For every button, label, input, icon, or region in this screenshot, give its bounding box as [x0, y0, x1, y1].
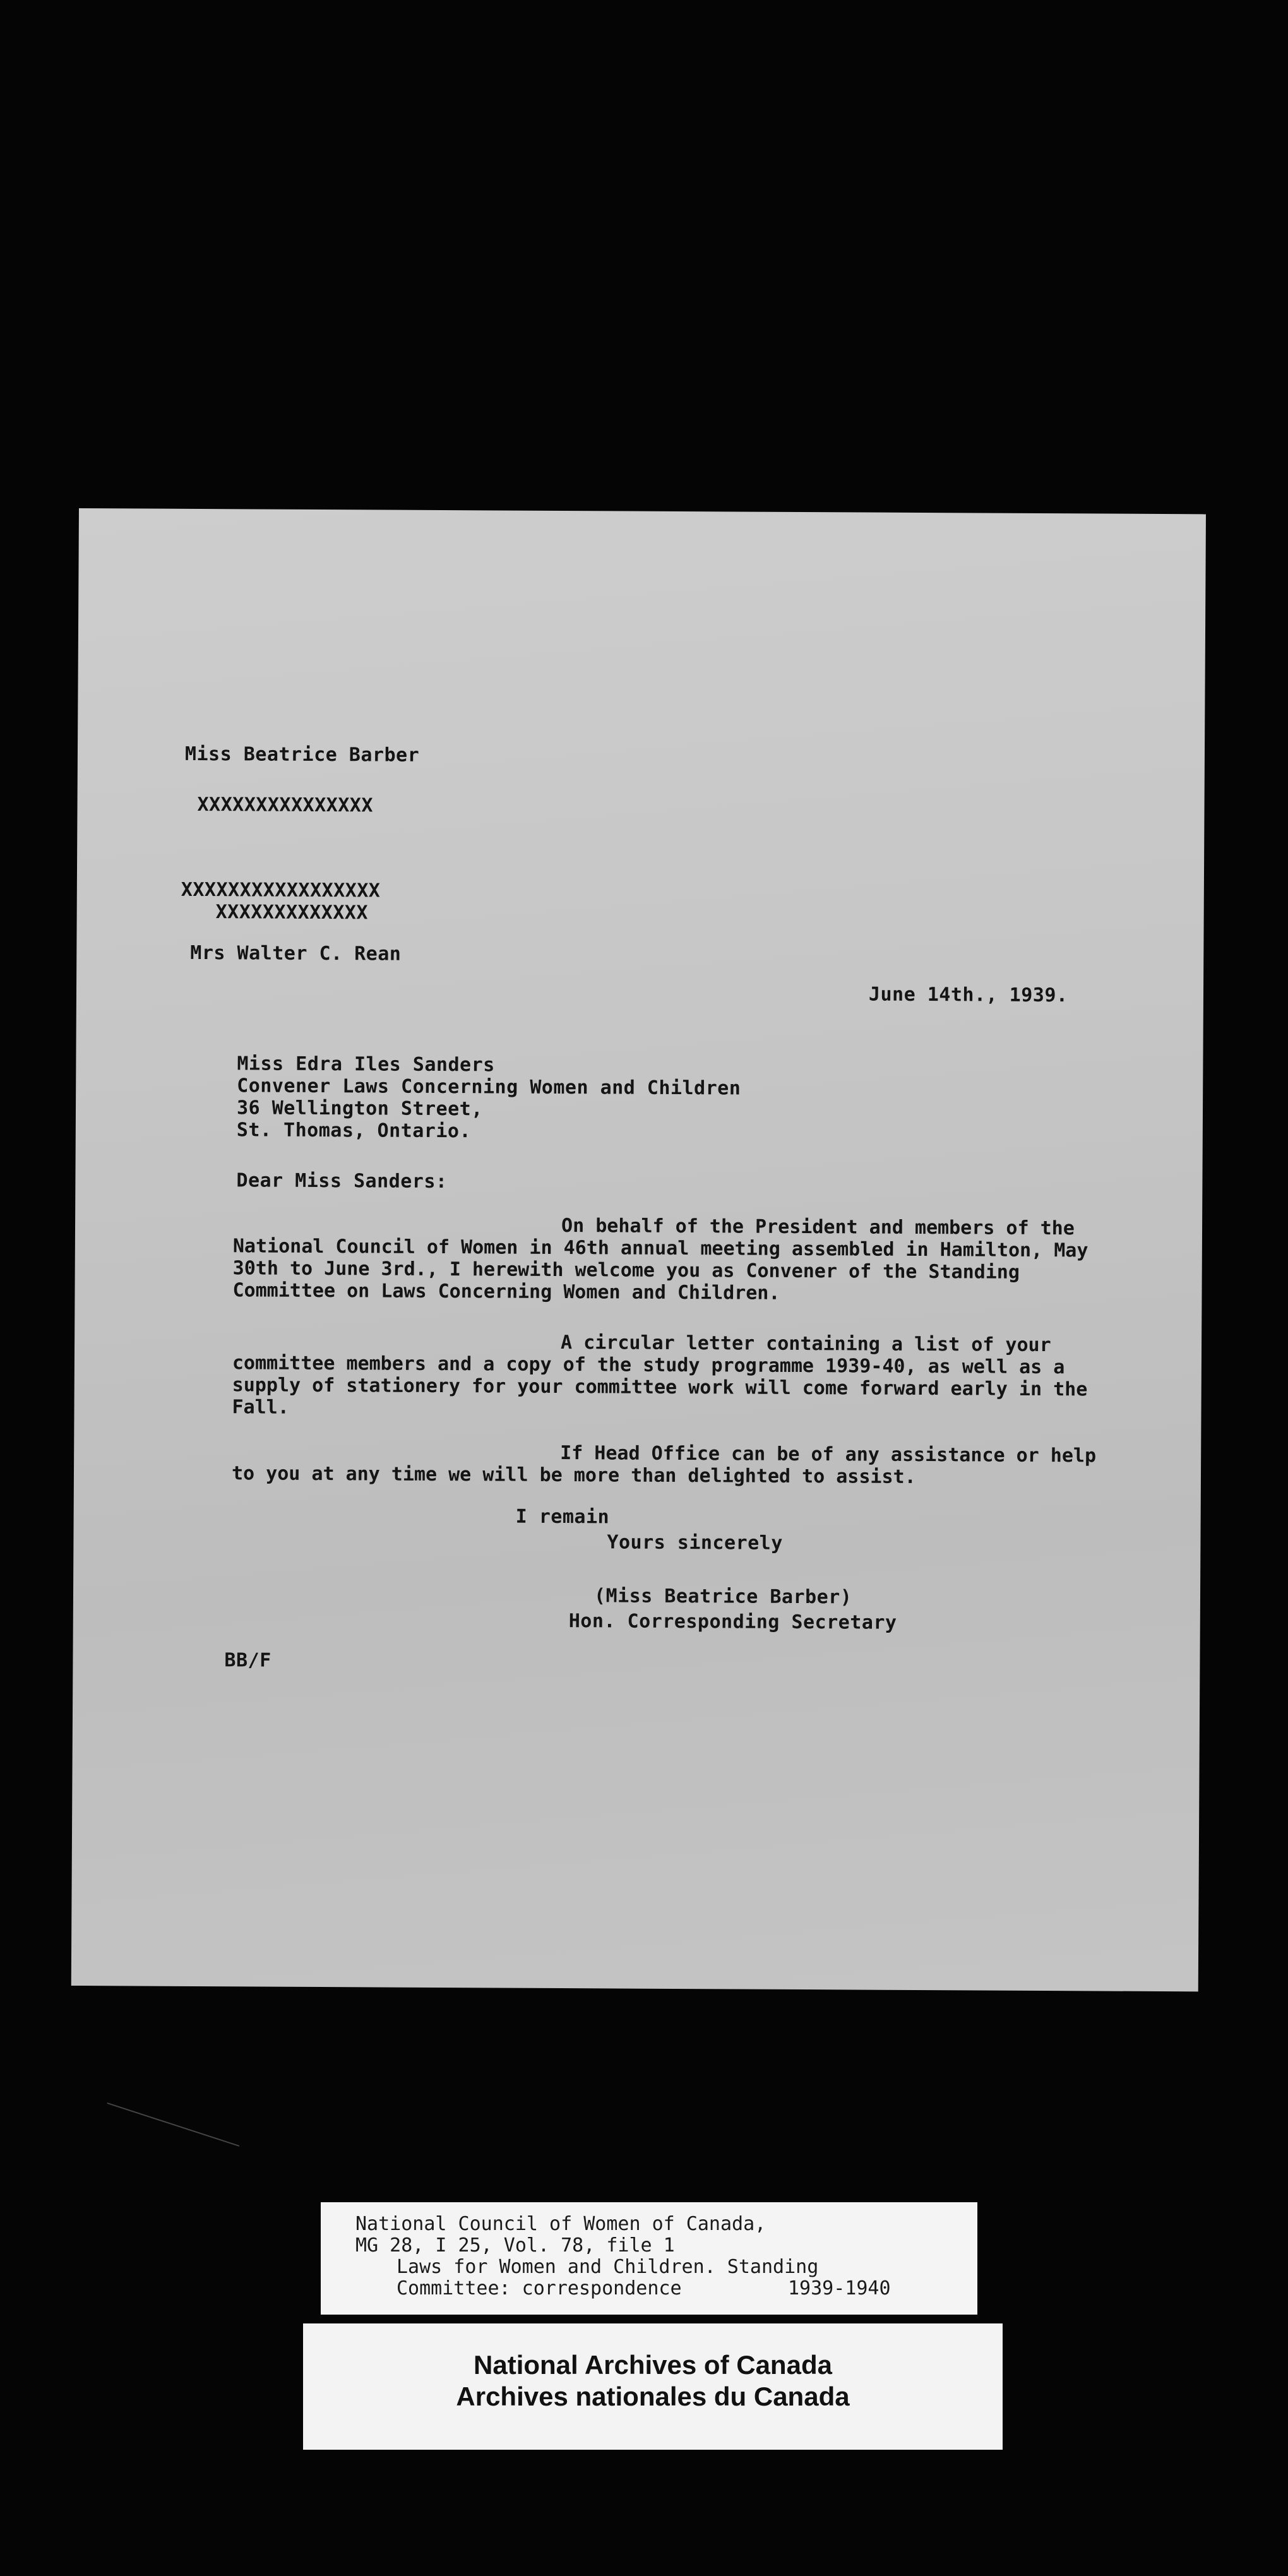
recipient-name: Miss Edra Iles Sanders [237, 1052, 495, 1076]
letter-paragraph: On behalf of the President and members of the National Council of Women in 46th annual meeting assembled in Hamilton, May 30th to June 3rd., I herewith welcome you as Convener of the Standing Committee on Laws Concerning Women and Children. [232, 1215, 1088, 1304]
file-label [321, 2202, 977, 2315]
sender-alt-name: Mrs Walter C. Rean [190, 941, 402, 965]
sender-name: Miss Beatrice Barber [184, 742, 420, 766]
struck-line: XXXXXXXXXXXXXXXXX [181, 878, 381, 902]
file-label-line: Committee: correspondence [397, 2277, 682, 2299]
letter-paragraph: If Head Office can be of any assistance or help to you at any time we will be more than delighted to assist. [231, 1442, 1097, 1488]
file-label-line: National Council of Women of Canada, [355, 2213, 766, 2235]
file-label-line: MG 28, I 25, Vol. 78, file 1 [355, 2234, 675, 2257]
file-label-years: 1939-1940 [788, 2277, 891, 2299]
letter-page [71, 508, 1206, 1991]
struck-line: XXXXXXXXXXXXXXX [197, 793, 374, 817]
struck-line: XXXXXXXXXXXXX [215, 901, 369, 924]
signature-name: (Miss Beatrice Barber) [593, 1585, 852, 1609]
letter-date: June 14th., 1939. [868, 983, 1068, 1007]
typist-initials: BB/F [224, 1649, 271, 1672]
letter-paragraph: A circular letter containing a list of your committee members and a copy of the study programme 1939-40, as well as a supply of stationery for your committee work will come forward early in the Fall. [232, 1332, 1088, 1419]
archive-name-french: Archives nationales du Canada [456, 2382, 850, 2411]
file-label-line: Laws for Women and Children. Standing [397, 2256, 819, 2278]
closing-remain: I remain [515, 1505, 610, 1529]
signature-title: Hon. Corresponding Secretary [568, 1610, 897, 1634]
recipient-city: St. Thomas, Ontario. [236, 1119, 472, 1143]
film-scratch [107, 2102, 239, 2147]
recipient-street: 36 Wellington Street, [236, 1097, 483, 1121]
archive-name-english: National Archives of Canada [474, 2350, 832, 2380]
archive-stamp [303, 2323, 1003, 2450]
recipient-title: Convener Laws Concerning Women and Children [237, 1075, 741, 1100]
closing-sincerely: Yours sincerely [607, 1531, 783, 1554]
salutation: Dear Miss Sanders: [236, 1169, 448, 1193]
